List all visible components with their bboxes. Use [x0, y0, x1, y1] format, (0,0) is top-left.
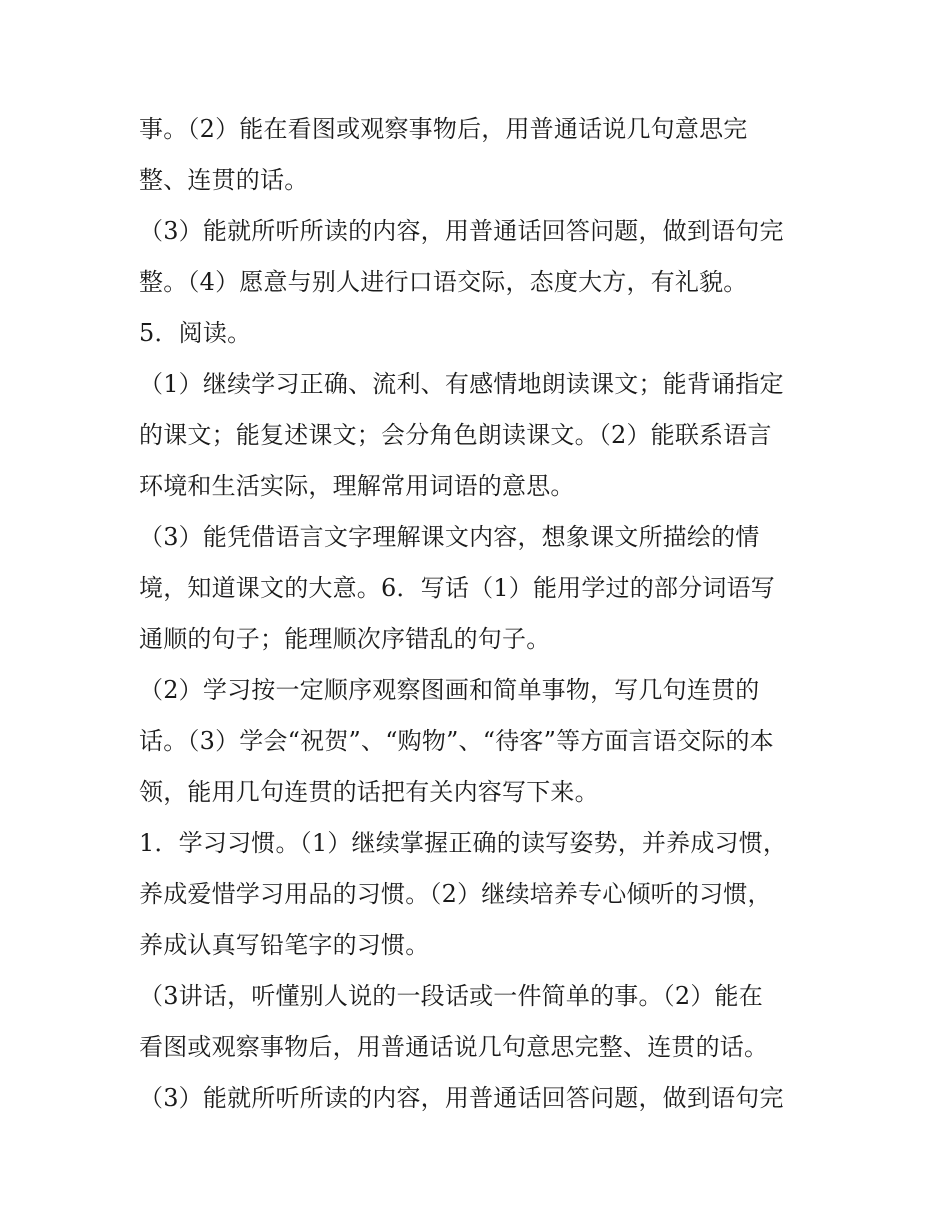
- text-line: 整、连贯的话。: [139, 166, 309, 194]
- text-line: 养成认真写铅笔字的习惯。: [139, 931, 430, 959]
- text-line: 境，知道课文的大意。6．写话（1）能用学过的部分词语写: [139, 574, 775, 602]
- text-line: （3）能凭借语言文字理解课文内容，想象课文所描绘的情: [139, 523, 760, 551]
- text-line: （2）学习按一定顺序观察图画和简单事物，写几句连贯的: [139, 676, 760, 704]
- text-line: 话。（3）学会“祝贺”、“购物”、“待客”等方面言语交际的本: [139, 727, 774, 755]
- text-line: 看图或观察事物后，用普通话说几句意思完整、连贯的话。: [139, 1033, 769, 1061]
- text-line: 环境和生活实际，理解常用词语的意思。: [139, 472, 575, 500]
- text-line: 5．阅读。: [139, 319, 252, 347]
- text-line: 的课文；能复述课文；会分角色朗读课文。（2）能联系语言: [139, 421, 772, 449]
- text-line: （3）能就所听所读的内容，用普通话回答问题，做到语句完: [139, 1084, 784, 1112]
- text-line: （1）继续学习正确、流利、有感情地朗读课文；能背诵指定: [139, 370, 784, 398]
- text-line: （3）能就所听所读的内容，用普通话回答问题，做到语句完: [139, 217, 784, 245]
- text-line: 养成爱惜学习用品的习惯。（2）继续培养专心倾听的习惯，: [139, 880, 772, 908]
- text-line: 通顺的句子；能理顺次序错乱的句子。: [139, 625, 551, 653]
- text-line: 领，能用几句连贯的话把有关内容写下来。: [139, 778, 599, 806]
- text-line: 1．学习习惯。（1）继续掌握正确的读写姿势，并养成习惯，: [139, 829, 788, 857]
- document-body: [139, 107, 819, 1127]
- text-line: （3讲话，听懂别人说的一段话或一件简单的事。（2）能在: [139, 982, 763, 1010]
- text-line: 整。（4）愿意与别人进行口语交际，态度大方，有礼貌。: [139, 268, 748, 296]
- text-line: 事。（2）能在看图或观察事物后，用普通话说几句意思完: [139, 115, 748, 143]
